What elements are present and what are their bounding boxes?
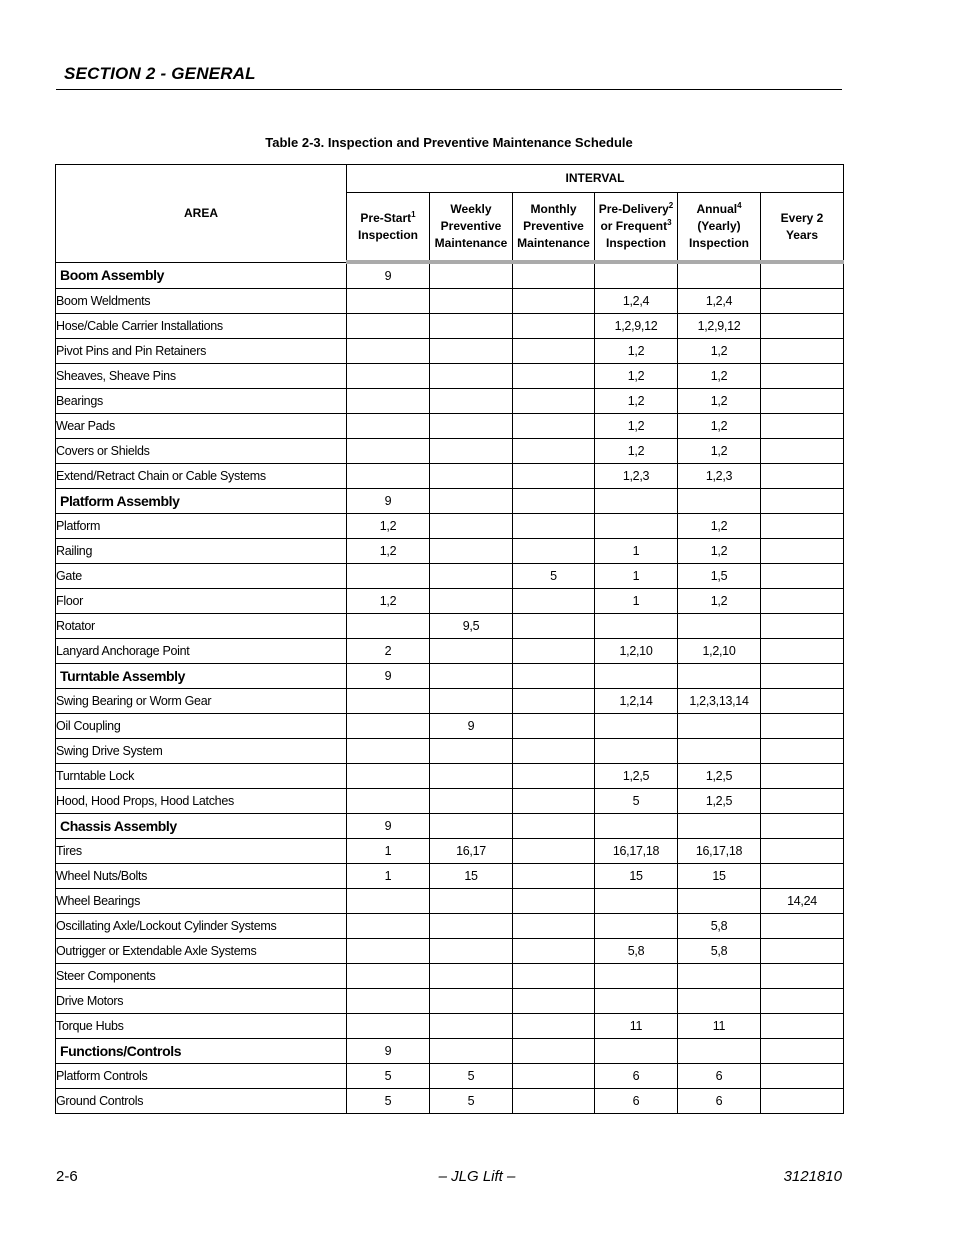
table-row xyxy=(56,939,844,964)
item-label: Extend/Retract Chain or Cable Systems xyxy=(56,464,347,489)
interval-cell: 1,2 xyxy=(678,339,761,364)
interval-cell xyxy=(595,914,678,939)
interval-cell xyxy=(513,789,595,814)
interval-cell xyxy=(430,814,513,839)
interval-cell: 5,8 xyxy=(595,939,678,964)
interval-cell: 9 xyxy=(430,714,513,739)
interval-cell xyxy=(595,814,678,839)
interval-cell: 1,2,3 xyxy=(595,464,678,489)
item-label: Drive Motors xyxy=(56,989,347,1014)
item-label: Oil Coupling xyxy=(56,714,347,739)
interval-cell xyxy=(430,514,513,539)
interval-cell: 5 xyxy=(513,564,595,589)
schedule-table xyxy=(55,164,844,1114)
interval-cell: 1,2,10 xyxy=(595,639,678,664)
interval-cell: 1,2,5 xyxy=(678,764,761,789)
table-row xyxy=(56,889,844,914)
interval-cell xyxy=(595,889,678,914)
interval-cell: 5 xyxy=(430,1089,513,1114)
table-row xyxy=(56,864,844,889)
interval-cell xyxy=(430,939,513,964)
interval-cell xyxy=(430,364,513,389)
col-annual: Annual$^4$ (Yearly) Inspection xyxy=(678,193,761,263)
category-row xyxy=(56,814,844,839)
interval-cell xyxy=(347,464,430,489)
item-label: Gate xyxy=(56,564,347,589)
interval-cell xyxy=(761,714,844,739)
interval-cell xyxy=(513,714,595,739)
interval-cell xyxy=(761,639,844,664)
interval-cell xyxy=(430,989,513,1014)
interval-cell xyxy=(761,814,844,839)
interval-cell xyxy=(347,364,430,389)
interval-cell xyxy=(347,889,430,914)
interval-cell: 11 xyxy=(678,1014,761,1039)
interval-cell xyxy=(761,964,844,989)
category-label: Boom Assembly xyxy=(56,262,347,289)
interval-cell xyxy=(678,964,761,989)
interval-cell xyxy=(513,364,595,389)
table-row xyxy=(56,289,844,314)
interval-cell xyxy=(513,414,595,439)
interval-cell: 14,24 xyxy=(761,889,844,914)
interval-cell xyxy=(761,289,844,314)
item-label: Rotator xyxy=(56,614,347,639)
interval-cell xyxy=(678,814,761,839)
interval-cell: 1,5 xyxy=(678,564,761,589)
col-every-2-years: Every 2 Years xyxy=(761,193,844,263)
interval-cell xyxy=(430,1014,513,1039)
interval-cell: 16,17,18 xyxy=(595,839,678,864)
interval-cell xyxy=(761,489,844,514)
interval-cell: 1,2,4 xyxy=(595,289,678,314)
category-label: Platform Assembly xyxy=(56,489,347,514)
page-number: 2-6 xyxy=(56,1168,78,1185)
interval-cell xyxy=(513,589,595,614)
interval-cell xyxy=(595,489,678,514)
item-label: Swing Drive System xyxy=(56,739,347,764)
interval-cell: 5 xyxy=(595,789,678,814)
interval-cell xyxy=(761,314,844,339)
interval-cell xyxy=(678,614,761,639)
interval-cell xyxy=(347,939,430,964)
interval-cell xyxy=(430,414,513,439)
interval-cell xyxy=(430,664,513,689)
interval-cell xyxy=(430,789,513,814)
interval-cell xyxy=(761,789,844,814)
interval-cell xyxy=(761,664,844,689)
col-weekly: Weekly Preventive Maintenance xyxy=(430,193,513,263)
interval-cell xyxy=(430,464,513,489)
interval-cell: 1 xyxy=(347,839,430,864)
interval-cell: 1,2 xyxy=(595,439,678,464)
interval-cell: 6 xyxy=(595,1089,678,1114)
interval-cell xyxy=(513,839,595,864)
item-label: Sheaves, Sheave Pins xyxy=(56,364,347,389)
interval-cell xyxy=(347,439,430,464)
table-row xyxy=(56,1014,844,1039)
table-row xyxy=(56,1064,844,1089)
category-row xyxy=(56,1039,844,1064)
interval-cell xyxy=(347,964,430,989)
interval-cell xyxy=(513,689,595,714)
table-row xyxy=(56,839,844,864)
interval-cell xyxy=(347,314,430,339)
interval-cell: 1,2 xyxy=(347,589,430,614)
interval-cell xyxy=(430,289,513,314)
interval-cell: 1,2 xyxy=(678,514,761,539)
interval-cell xyxy=(513,614,595,639)
interval-cell xyxy=(761,339,844,364)
item-label: Ground Controls xyxy=(56,1089,347,1114)
interval-cell xyxy=(678,664,761,689)
item-label: Platform Controls xyxy=(56,1064,347,1089)
interval-cell xyxy=(347,914,430,939)
interval-header: INTERVAL xyxy=(347,165,844,193)
interval-cell: 16,17 xyxy=(430,839,513,864)
interval-cell xyxy=(347,689,430,714)
interval-cell xyxy=(430,262,513,289)
interval-cell xyxy=(430,389,513,414)
interval-cell xyxy=(761,864,844,889)
interval-cell xyxy=(761,262,844,289)
interval-cell xyxy=(430,689,513,714)
interval-cell xyxy=(430,339,513,364)
interval-cell xyxy=(430,439,513,464)
interval-cell: 1 xyxy=(595,564,678,589)
category-row xyxy=(56,262,844,289)
interval-cell: 1,2 xyxy=(678,539,761,564)
interval-cell xyxy=(595,262,678,289)
interval-cell xyxy=(678,262,761,289)
table-row xyxy=(56,514,844,539)
interval-cell xyxy=(761,689,844,714)
interval-cell: 6 xyxy=(595,1064,678,1089)
interval-cell xyxy=(513,889,595,914)
interval-cell xyxy=(595,739,678,764)
interval-cell: 9 xyxy=(347,664,430,689)
interval-cell xyxy=(513,914,595,939)
table-row xyxy=(56,689,844,714)
area-header: AREA xyxy=(56,165,347,263)
item-label: Boom Weldments xyxy=(56,289,347,314)
interval-cell xyxy=(513,439,595,464)
header-row-1 xyxy=(56,165,844,193)
interval-cell xyxy=(513,739,595,764)
interval-cell xyxy=(347,389,430,414)
interval-cell xyxy=(347,289,430,314)
interval-cell: 6 xyxy=(678,1089,761,1114)
interval-cell: 1,2,14 xyxy=(595,689,678,714)
interval-cell: 15 xyxy=(678,864,761,889)
interval-cell xyxy=(761,1089,844,1114)
item-label: Pivot Pins and Pin Retainers xyxy=(56,339,347,364)
interval-cell xyxy=(347,1014,430,1039)
category-label: Chassis Assembly xyxy=(56,814,347,839)
interval-cell xyxy=(761,439,844,464)
interval-cell: 1 xyxy=(595,539,678,564)
table-row xyxy=(56,389,844,414)
item-label: Wheel Nuts/Bolts xyxy=(56,864,347,889)
interval-cell xyxy=(513,314,595,339)
interval-cell xyxy=(761,514,844,539)
interval-cell: 1,2 xyxy=(678,589,761,614)
table-row xyxy=(56,1089,844,1114)
section-title: SECTION 2 - GENERAL xyxy=(64,64,256,83)
interval-cell xyxy=(761,389,844,414)
item-label: Hose/Cable Carrier Installations xyxy=(56,314,347,339)
interval-cell xyxy=(678,889,761,914)
interval-cell: 15 xyxy=(430,864,513,889)
interval-cell: 5 xyxy=(430,1064,513,1089)
interval-cell xyxy=(347,789,430,814)
item-label: Bearings xyxy=(56,389,347,414)
interval-cell xyxy=(513,1064,595,1089)
table-row xyxy=(56,789,844,814)
table-row xyxy=(56,764,844,789)
item-label: Floor xyxy=(56,589,347,614)
interval-cell xyxy=(513,1014,595,1039)
table-row xyxy=(56,964,844,989)
interval-cell xyxy=(761,614,844,639)
table-row xyxy=(56,564,844,589)
interval-cell xyxy=(678,714,761,739)
interval-cell xyxy=(347,764,430,789)
interval-cell xyxy=(595,714,678,739)
interval-cell: 1 xyxy=(347,864,430,889)
interval-cell xyxy=(513,864,595,889)
table-row xyxy=(56,589,844,614)
item-label: Covers or Shields xyxy=(56,439,347,464)
interval-cell xyxy=(761,939,844,964)
interval-cell: 1,2,9,12 xyxy=(678,314,761,339)
interval-cell: 1,2 xyxy=(347,514,430,539)
interval-cell xyxy=(430,739,513,764)
item-label: Turntable Lock xyxy=(56,764,347,789)
interval-cell xyxy=(761,989,844,1014)
interval-cell: 1,2 xyxy=(595,414,678,439)
table-row xyxy=(56,414,844,439)
table-row xyxy=(56,714,844,739)
interval-cell xyxy=(595,664,678,689)
interval-cell xyxy=(761,414,844,439)
table-row xyxy=(56,314,844,339)
interval-cell xyxy=(347,989,430,1014)
item-label: Platform xyxy=(56,514,347,539)
interval-cell xyxy=(761,1039,844,1064)
interval-cell: 16,17,18 xyxy=(678,839,761,864)
interval-cell: 1 xyxy=(595,589,678,614)
interval-cell xyxy=(595,514,678,539)
interval-cell xyxy=(430,1039,513,1064)
interval-cell: 15 xyxy=(595,864,678,889)
interval-cell: 1,2,5 xyxy=(678,789,761,814)
interval-cell xyxy=(513,464,595,489)
interval-cell: 1,2 xyxy=(595,364,678,389)
interval-cell xyxy=(513,989,595,1014)
interval-cell xyxy=(347,739,430,764)
interval-cell xyxy=(513,514,595,539)
interval-cell xyxy=(430,589,513,614)
interval-cell xyxy=(430,564,513,589)
table-row xyxy=(56,439,844,464)
interval-cell xyxy=(761,739,844,764)
interval-cell xyxy=(513,339,595,364)
interval-cell: 1,2 xyxy=(678,364,761,389)
interval-cell: 1,2 xyxy=(595,389,678,414)
category-label: Turntable Assembly xyxy=(56,664,347,689)
interval-cell: 1,2,3 xyxy=(678,464,761,489)
item-label: Wear Pads xyxy=(56,414,347,439)
interval-cell xyxy=(347,414,430,439)
interval-cell xyxy=(761,564,844,589)
interval-cell xyxy=(513,764,595,789)
table-row xyxy=(56,614,844,639)
interval-cell xyxy=(678,739,761,764)
interval-cell xyxy=(513,964,595,989)
interval-cell xyxy=(430,639,513,664)
item-label: Wheel Bearings xyxy=(56,889,347,914)
interval-cell xyxy=(761,914,844,939)
interval-cell xyxy=(761,764,844,789)
category-row xyxy=(56,489,844,514)
interval-cell xyxy=(513,389,595,414)
interval-cell: 1,2 xyxy=(347,539,430,564)
interval-cell xyxy=(678,989,761,1014)
interval-cell xyxy=(430,914,513,939)
interval-cell xyxy=(513,664,595,689)
interval-cell: 2 xyxy=(347,639,430,664)
interval-cell: 9 xyxy=(347,489,430,514)
interval-cell xyxy=(513,939,595,964)
interval-cell xyxy=(678,489,761,514)
interval-cell xyxy=(347,564,430,589)
interval-cell: 1,2 xyxy=(678,414,761,439)
interval-cell xyxy=(595,1039,678,1064)
table-row xyxy=(56,739,844,764)
interval-cell xyxy=(595,614,678,639)
interval-cell: 1,2 xyxy=(595,339,678,364)
table-row xyxy=(56,639,844,664)
item-label: Steer Components xyxy=(56,964,347,989)
table-row xyxy=(56,464,844,489)
interval-cell: 1,2,4 xyxy=(678,289,761,314)
table-row xyxy=(56,914,844,939)
interval-cell: 5,8 xyxy=(678,939,761,964)
interval-cell xyxy=(347,339,430,364)
interval-cell xyxy=(761,1014,844,1039)
table-row xyxy=(56,339,844,364)
col-monthly: Monthly Preventive Maintenance xyxy=(513,193,595,263)
doc-number: 3121810 xyxy=(783,1168,842,1185)
interval-cell xyxy=(513,814,595,839)
col-pre-delivery: Pre-Delivery$^2$ or Frequent$^3$ Inspection xyxy=(595,193,678,263)
item-label: Railing xyxy=(56,539,347,564)
table-row xyxy=(56,989,844,1014)
interval-cell: 5 xyxy=(347,1089,430,1114)
interval-cell: 1,2,5 xyxy=(595,764,678,789)
interval-cell: 5,8 xyxy=(678,914,761,939)
interval-cell xyxy=(430,314,513,339)
interval-cell: 1,2 xyxy=(678,389,761,414)
item-label: Oscillating Axle/Lockout Cylinder Systems xyxy=(56,914,347,939)
item-label: Swing Bearing or Worm Gear xyxy=(56,689,347,714)
interval-cell: 5 xyxy=(347,1064,430,1089)
interval-cell xyxy=(430,489,513,514)
interval-cell xyxy=(761,839,844,864)
interval-cell: 9 xyxy=(347,262,430,289)
interval-cell xyxy=(430,764,513,789)
interval-cell xyxy=(761,364,844,389)
interval-cell xyxy=(595,989,678,1014)
table-row xyxy=(56,364,844,389)
interval-cell xyxy=(430,889,513,914)
item-label: Outrigger or Extendable Axle Systems xyxy=(56,939,347,964)
interval-cell xyxy=(513,639,595,664)
item-label: Torque Hubs xyxy=(56,1014,347,1039)
category-row xyxy=(56,664,844,689)
interval-cell xyxy=(595,964,678,989)
interval-cell xyxy=(430,964,513,989)
interval-cell: 9,5 xyxy=(430,614,513,639)
interval-cell: 11 xyxy=(595,1014,678,1039)
table-title: Table 2-3. Inspection and Preventive Maintenance Schedule xyxy=(265,135,633,150)
interval-cell: 6 xyxy=(678,1064,761,1089)
interval-cell xyxy=(513,1039,595,1064)
category-label: Functions/Controls xyxy=(56,1039,347,1064)
interval-cell xyxy=(678,1039,761,1064)
interval-cell xyxy=(347,714,430,739)
interval-cell: 1,2,3,13,14 xyxy=(678,689,761,714)
footer-brand: – JLG Lift – xyxy=(438,1168,516,1185)
interval-cell xyxy=(513,1089,595,1114)
interval-cell xyxy=(430,539,513,564)
item-label: Lanyard Anchorage Point xyxy=(56,639,347,664)
interval-cell: 1,2,9,12 xyxy=(595,314,678,339)
interval-cell xyxy=(347,614,430,639)
item-label: Tires xyxy=(56,839,347,864)
interval-cell: 1,2,10 xyxy=(678,639,761,664)
interval-cell: 9 xyxy=(347,1039,430,1064)
interval-cell xyxy=(513,489,595,514)
interval-cell xyxy=(761,589,844,614)
interval-cell xyxy=(513,539,595,564)
interval-cell xyxy=(761,1064,844,1089)
interval-cell xyxy=(761,464,844,489)
interval-cell xyxy=(513,262,595,289)
header-rule xyxy=(56,89,842,90)
table-row xyxy=(56,539,844,564)
interval-cell: 1,2 xyxy=(678,439,761,464)
item-label: Hood, Hood Props, Hood Latches xyxy=(56,789,347,814)
interval-cell xyxy=(761,539,844,564)
col-pre-start: Pre-Start$^1$ Inspection xyxy=(347,193,430,263)
interval-cell: 9 xyxy=(347,814,430,839)
schedule-body xyxy=(56,262,844,1114)
interval-cell xyxy=(513,289,595,314)
